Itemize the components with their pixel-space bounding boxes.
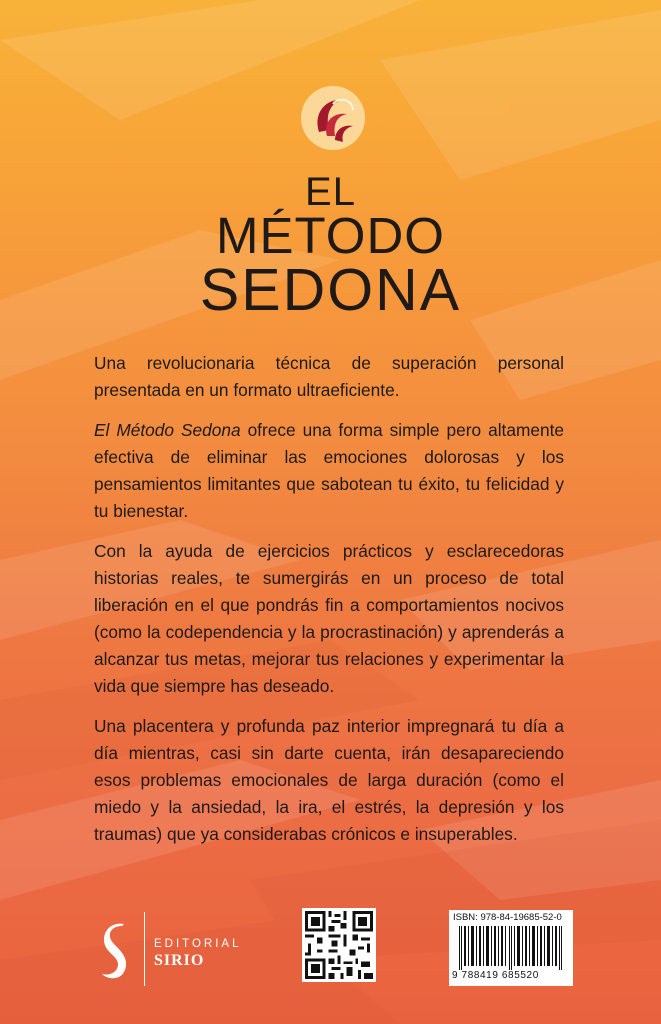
publisher-divider — [144, 912, 145, 986]
publisher-line1: EDITORIAL — [154, 938, 242, 950]
synopsis-paragraph-1: Una revolucionaria técnica de superación personal presentada en un formato ultraeficiente. — [94, 353, 564, 400]
publisher-name: SIRIO — [154, 952, 205, 969]
isbn-label: ISBN: 978-84-19685-52-0 — [453, 912, 562, 923]
title-line-sedona: SEDONA — [199, 257, 462, 323]
synopsis-text — [94, 350, 564, 861]
swirl-logo-icon — [299, 84, 367, 152]
publisher-logo — [100, 910, 260, 990]
title-line-el: EL — [305, 170, 356, 214]
synopsis-paragraph-2-rest: ofrece una forma simple pero altamente efectiva de eliminar las emociones dolorosas y los pensamientos limitantes que sabotean tu éxito, tu felicidad y tu bienestar. — [94, 420, 564, 521]
synopsis-paragraph-2 — [94, 417, 564, 525]
barcode-bars-icon — [453, 926, 569, 970]
isbn-barcode — [449, 910, 573, 986]
synopsis-paragraph-3: Con la ayuda de ejercicios prácticos y esclarecedoras historias reales, te sumergirás en un proceso de total liberación en el que pondrás fin a comportamientos nocivos (como la codependencia y la procrastinación) y aprenderás a alcanzar tus metas, mejorar tus relaciones y experimentar la vida que siempre has deseado. — [94, 541, 564, 696]
book-title-italic: El Método Sedona — [94, 420, 241, 440]
synopsis-paragraph-4: Una placentera y profunda paz interior impregnará tu día a día mientras, casi sin darte cuenta, irán desapareciendo esos problemas emocionales de larga duración (como el miedo y la ansiedad, la ira, el estrés, la depresión y los traumas) que ya considerabas crónicos e insuperables. — [94, 716, 564, 844]
qr-code-icon — [302, 908, 376, 982]
swan-s-icon — [100, 922, 134, 982]
title-line-metodo: MÉTODO — [216, 207, 445, 264]
barcode-digits: 9 788419 685520 — [452, 970, 539, 981]
